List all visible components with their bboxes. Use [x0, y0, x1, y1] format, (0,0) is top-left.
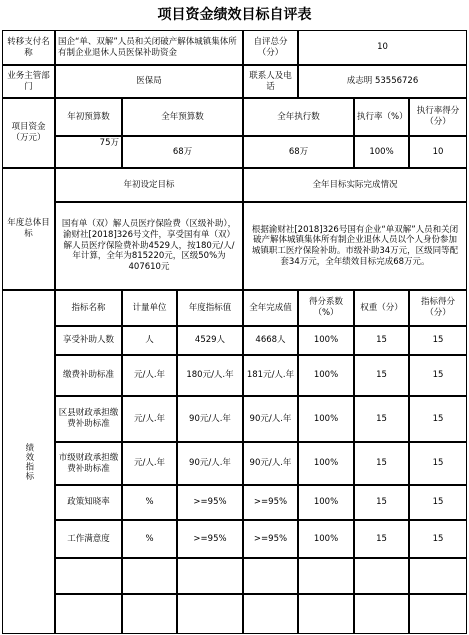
page-title: 项目资金绩效目标自评表: [157, 7, 312, 23]
funds-initial-value: 75万: [55, 136, 122, 168]
ind-row-name: 缴费补助标准: [55, 355, 122, 396]
empty-cell: [298, 558, 354, 594]
ind-header-weight: 权重（分）: [354, 290, 409, 326]
ind-row-target: 180元/人.年: [177, 355, 243, 396]
ind-header-target: 年度指标值: [177, 290, 243, 326]
ind-row-name: 市级财政承担缴费补助标准: [55, 442, 122, 485]
empty-cell: [55, 558, 122, 594]
funds-header-annual: 全年预算数: [122, 98, 243, 136]
empty-cell: [409, 558, 467, 594]
ind-row-name: 区县财政承担缴费补助标准: [55, 396, 122, 442]
ind-row-target: 90元/人.年: [177, 442, 243, 485]
funds-header-rate: 执行率（%）: [354, 98, 409, 136]
ind-row-score: 15: [409, 326, 467, 355]
ind-row-weight: 15: [354, 442, 409, 485]
empty-cell: [409, 594, 467, 634]
ind-row-weight: 15: [354, 326, 409, 355]
score-label: 自评总分（分）: [243, 30, 298, 65]
ind-row-coef: 100%: [298, 485, 354, 520]
ind-row-name: 工作满意度: [55, 520, 122, 558]
funds-header-executed: 全年执行数: [243, 98, 354, 136]
ind-row-unit: 元/人.年: [122, 442, 177, 485]
ind-row-target: >=95%: [177, 485, 243, 520]
funds-header-initial: 年初预算数: [55, 98, 122, 136]
ind-row-unit: 人: [122, 326, 177, 355]
ind-row-actual: 90元/人.年: [243, 396, 298, 442]
ind-row-name: 政策知晓率: [55, 485, 122, 520]
score-value: 10: [298, 30, 467, 65]
funds-annual-value: 68万: [122, 136, 243, 168]
dept-value: 医保局: [55, 65, 243, 98]
empty-cell: [122, 594, 177, 634]
empty-cell: [243, 558, 298, 594]
ind-row-actual: >=95%: [243, 520, 298, 558]
empty-cell: [177, 558, 243, 594]
ind-header-name: 指标名称: [55, 290, 122, 326]
ind-row-actual: 90元/人.年: [243, 442, 298, 485]
dept-label: 业务主管部门: [2, 65, 55, 98]
empty-cell: [354, 558, 409, 594]
ind-row-weight: 15: [354, 396, 409, 442]
ind-row-target: 4529人: [177, 326, 243, 355]
funds-executed-value: 68万: [243, 136, 354, 168]
overall-actual-header: 全年目标实际完成情况: [243, 168, 467, 202]
ind-row-actual: 4668人: [243, 326, 298, 355]
ind-header-score: 指标得分（分）: [409, 290, 467, 326]
funds-label: 项目资金（万元）: [2, 98, 55, 168]
ind-row-unit: %: [122, 485, 177, 520]
ind-row-coef: 100%: [298, 442, 354, 485]
project-name: 国企“单、双解”人员和关闭破产解体城镇集体所有制企业退休人员医保补助资金: [55, 30, 243, 65]
ind-row-target: 90元/人.年: [177, 396, 243, 442]
ind-row-score: 15: [409, 355, 467, 396]
ind-row-name: 享受补助人数: [55, 326, 122, 355]
empty-cell: [243, 594, 298, 634]
funds-rate-value: 100%: [354, 136, 409, 168]
ind-header-unit: 计量单位: [122, 290, 177, 326]
ind-row-score: 15: [409, 396, 467, 442]
empty-cell: [55, 594, 122, 634]
ind-header-coef: 得分系数（%）: [298, 290, 354, 326]
empty-cell: [354, 594, 409, 634]
empty-cell: [298, 594, 354, 634]
funds-header-rate-score: 执行率得分（分）: [409, 98, 467, 136]
overall-label: 年度总体目标: [2, 168, 55, 290]
ind-row-unit: 元/人.年: [122, 355, 177, 396]
ind-row-weight: 15: [354, 520, 409, 558]
ind-row-weight: 15: [354, 355, 409, 396]
ind-row-coef: 100%: [298, 520, 354, 558]
ind-row-score: 15: [409, 520, 467, 558]
empty-cell: [177, 594, 243, 634]
overall-set-text: 国有单（双）解人员医疗保险费（区级补助），渝财社[2018]326号文件，享受国有单（双）解人员医疗保险费补助4529人，按180元/人/年计算，全年为815220元，区级50%为407610元: [55, 202, 243, 290]
funds-rate-score-value: 10: [409, 136, 467, 168]
empty-cell: [122, 558, 177, 594]
ind-row-score: 15: [409, 485, 467, 520]
ind-row-unit: 元/人.年: [122, 396, 177, 442]
ind-row-coef: 100%: [298, 355, 354, 396]
ind-row-target: >=95%: [177, 520, 243, 558]
contact-label: 联系人及电话: [243, 65, 298, 98]
ind-row-actual: 181元/人.年: [243, 355, 298, 396]
ind-header-actual: 全年完成值: [243, 290, 298, 326]
indicators-label-text: 绩效指标: [23, 443, 34, 481]
indicators-label: [2, 290, 55, 634]
ind-row-score: 15: [409, 442, 467, 485]
ind-row-weight: 15: [354, 485, 409, 520]
ind-row-coef: 100%: [298, 326, 354, 355]
contact-value: 成志明 53556726: [298, 65, 467, 98]
overall-set-header: 年初设定目标: [55, 168, 243, 202]
overall-actual-text: 根据渝财社[2018]326号国有企业“单双解”人员和关闭破产解体城镇集体所有制企业退休人员以个人身份参加城镇职工医疗保险补助。市级补助34万元，区级同等配套34万元，全年绩效目标完成68万元。: [243, 202, 467, 290]
ind-row-coef: 100%: [298, 396, 354, 442]
ind-row-unit: %: [122, 520, 177, 558]
project-label: 转移支付名称: [2, 30, 55, 65]
ind-row-actual: >=95%: [243, 485, 298, 520]
